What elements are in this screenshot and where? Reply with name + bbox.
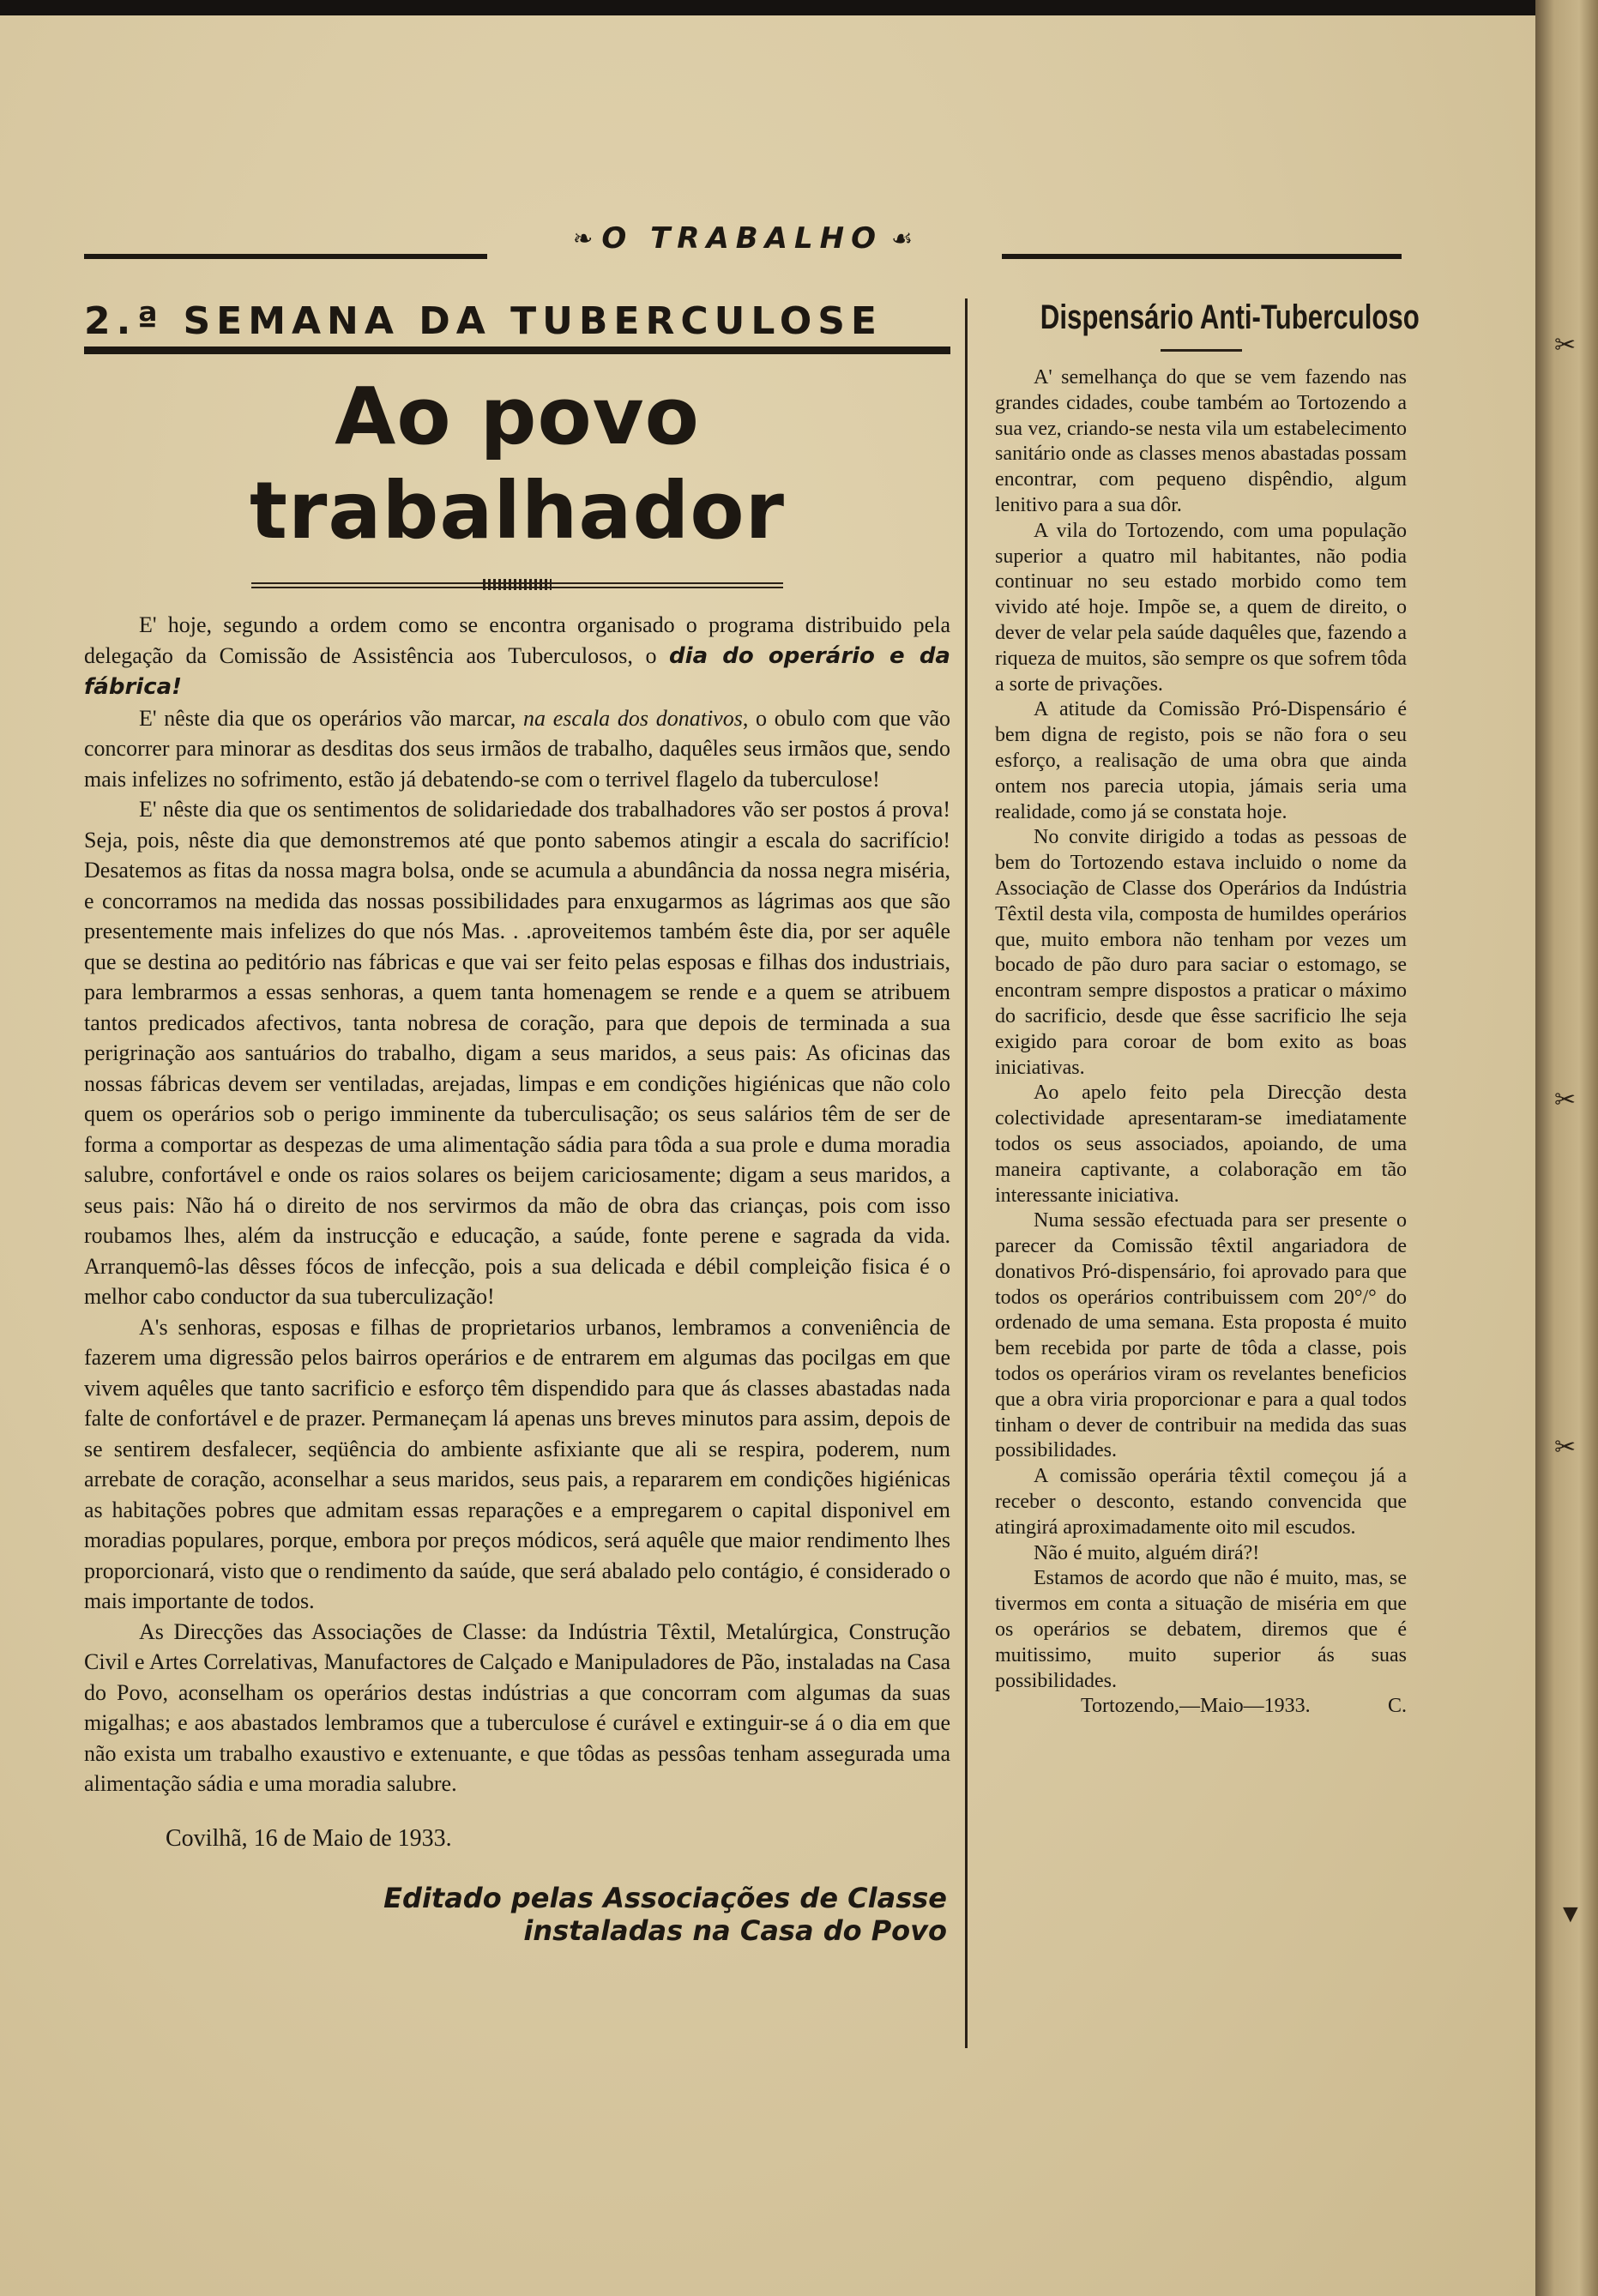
signature-line bbox=[995, 1694, 1407, 1720]
adjacent-page-edge bbox=[1535, 0, 1598, 2296]
paragraph: A atitude da Comissão Pró-Dispensário é bem digna de registo, pois se não fora o seu esforço, a realisação de uma obra que ainda ontem nos parecia utopia, jámais seria uma realidade, como já se constata hoje. bbox=[995, 698, 1407, 823]
left-column bbox=[84, 298, 950, 1947]
right-flourish-icon: ☙ bbox=[891, 224, 914, 253]
paragraph: E' nêste dia que os sentimentos de solidariedade dos trabalhadores vão ser postos á prova! Seja, pois, nêste dia que demonstremos até que ponto sabemos atingir a escala do sacrifício! Desatemos as fitas da nossa magra bolsa, onde se acumula a abundância da nossa negra miséria, e concorramos na medida das nossas possibilidades para enxugarmos as lágrimas aos que são presentemente mais infelizes do que nós Mas. . .aproveitemos também êste dia, por ser aquêle que se destina ao peditório nas fábricas e que vai ser feito pelas esposas e filhas dos industriais, para lembrarmos a essas senhoras, a quem tanta homenagem se rende e a quem se atribuem tantos predicados afectivos, tanta nobresa de coração, para que depois de terminada a sua perigrinação aos santuários do trabalho, digam a seus maridos, a seus pais: As oficinas das nossas fábricas devem ser ventiladas, arejadas, limpas e em condições higiénicas que não colo quem os operários sob o perigo imminente da tuberculisação; os seus salários têm de ser de forma a comportar as despezas de uma alimentação sádia para tôda a sua prole e duma moradia salubre, confortável e onde os raios solares os beijem cariciosamente; digam a seus maridos, a seus pais: Não há o direito de nos servirmos da mão de obra das crianças, pois com isso roubamos lhes, além da instrucção e educação, a saúde, fonte perene e sagrada da vida. Arranquemô-las dêsses fócos de infecção, pois a sua delicada e débil compleição fisica é o melhor cabo conductor da sua tuberculização! bbox=[84, 797, 950, 1309]
paragraph: A comissão operária têxtil começou já a receber o desconto, estando convencida que atingirá aproximadamente oito mil escudos. bbox=[995, 1465, 1407, 1539]
binding-mark-icon: ✂ bbox=[1554, 1433, 1577, 1461]
publisher-credit bbox=[84, 1882, 950, 1947]
paragraph: E' hoje, segundo a ordem como se encontra organisado o programa distribuido pela delegação da Comissão de Assistência aos Tuberculosos, o dia do operário e da fábrica! bbox=[84, 612, 950, 700]
emphasis: dia do operário e da fábrica! bbox=[84, 642, 950, 700]
binding-mark-icon: ▼ bbox=[1558, 1900, 1583, 1928]
paragraph: A vila do Tortozendo, com uma população superior a quatro mil habitantes, não podia continuar no seu estado morbido como tem vivido até hoje. Impõe se, a quem de direito, o dever de velar pela saúde daquêles que, fazendo a riqueza de muitos, são sempre os que sofrem tôda a sorte de privações. bbox=[995, 519, 1407, 696]
binding-mark-icon: ✂ bbox=[1554, 1086, 1577, 1114]
kicker-heading: 2.ª SEMANA DA TUBERCULOSE bbox=[84, 299, 883, 343]
publisher-line: Editado pelas Associações de Classe bbox=[383, 1881, 947, 1914]
right-article-body bbox=[995, 365, 1407, 1720]
right-column bbox=[995, 298, 1420, 1720]
binding-mark-icon: ✂ bbox=[1554, 331, 1577, 359]
left-flourish-icon: ❧ bbox=[572, 224, 594, 253]
signature-initial: C. bbox=[1387, 1695, 1407, 1718]
paragraph: A' semelhança do que se vem fazendo nas grandes cidades, coube também ao Tortozendo a sua vez, criando-se nesta vila um estabelecimento sanitário onde as classes menos abastadas possam encontrar, com pequeno dispêndio, algum lenitivo para a sua dôr. bbox=[995, 366, 1407, 516]
article-date: Covilhã, 16 de Maio de 1933. bbox=[166, 1824, 452, 1852]
right-article-title: Dispensário Anti-Tuberculoso bbox=[1040, 298, 1420, 336]
column-divider bbox=[965, 298, 968, 2048]
paragraph: A's senhoras, esposas e filhas de proprietarios urbanos, lembramos a conveniência de fazerem uma digressão pelos bairros operários e de entrarem em algumas das pocilgas em que vivem aquêles que tanto sacrificio e esforço têm dispendido para que ás classes abastadas nada falte de confortável e de prazer. Permaneçam lá apenas uns breves minutos para assim, depois de se sentirem desfalecer, seqüência do ambiente asfixiante que ali se respira, poderem, num arrebate de coração, aconselhar a seus maridos, seus pais, a repararem em condições higiénicas as habitações pobres que admitam essas reparações e a empregarem o capital disponivel em moradias populares, porque, embora por preços módicos, será aquêle que maior rendimento lhes proporcionará, visto que o rendimento da saúde, que será abalado pelo contágio, é considerado o mais importante de todos. bbox=[84, 1314, 950, 1613]
emphasis: na escala dos donativos bbox=[523, 705, 743, 731]
publication-title: O TRABALHO bbox=[601, 221, 883, 256]
heading-underline bbox=[84, 347, 950, 354]
publisher-line: instaladas na Casa do Povo bbox=[523, 1913, 947, 1947]
title-rule bbox=[1161, 349, 1242, 352]
article-body bbox=[84, 610, 950, 1799]
masthead bbox=[84, 221, 1402, 262]
paragraph: E' nêste dia que os operários vão marcar, na escala dos donativos, o obulo com que vão concorrer para minorar as desditas dos seus irmãos de trabalho, daquêles seus irmãos que, sendo mais infelizes no sofrimento, estão já debatendo-se com o terrivel flagelo da tuberculose! bbox=[84, 705, 950, 792]
headline: Ao povo trabalhador bbox=[250, 371, 785, 557]
paragraph: As Direcções das Associações de Classe: da Indústria Têxtil, Metalúrgica, Construção Civil e Artes Correlativas, Manufactores de Calçado e Manipuladores de Pão, instaladas na Casa do Povo, aconselham os operários destas indústrias a que concorram com algumas da suas migalhas; e aos abastados lembramos que a tuberculose é curável e extinguir-se á o dia em que não exista um trabalho exaustivo e extenuante, e que tôdas as pessôas tenham assegurada uma alimentação sádia e uma moradia salubre. bbox=[84, 1618, 950, 1796]
newspaper-page bbox=[0, 15, 1535, 2296]
signature-place-date: Tortozendo,—Maio—1933. bbox=[1081, 1695, 1311, 1718]
paragraph: Não é muito, alguém dirá?! bbox=[1034, 1541, 1260, 1564]
paragraph: Numa sessão efectuada para ser presente o parecer da Comissão têxtil angariadora de donativos Pró-dispensário, foi aprovado para que todos os operários contribuissem com 20°/° do ordenado de uma semana. Esta proposta é muito bem recebida por parte de tôda a classe, pois todos os operários viram os revelantes beneficios que a obra viria proporcionar e para a qual todos tinham o dever de contribuir na medida das suas possibilidades. bbox=[995, 1209, 1407, 1462]
paragraph: No convite dirigido a todas as pessoas de bem do Tortozendo estava incluido o nome da Associação de Classe dos Operários da Indústria Têxtil desta vila, composta de humildes operários que, muito embora não tenham por vezes um bocado de pão duro para saciar o estomago, se encontram sempre dispostos a praticar o máximo do sacrificio, desde que êsse sacrificio lhe seja exigido para coroar de bom exito as boas iniciativas. bbox=[995, 826, 1407, 1079]
paragraph: Ao apelo feito pela Direcção desta colectividade apresentaram-se imediatamente todos os seus associados, apoiando, de uma maneira captivante, a colaboração em tão interessante iniciativa. bbox=[995, 1082, 1407, 1207]
ornamental-rule bbox=[251, 577, 783, 594]
paragraph: Estamos de acordo que não é muito, mas, se tivermos em conta a situação de miséria em que os operários se debatem, diremos que é muitissimo, muito superior ás suas possibilidades. bbox=[995, 1567, 1407, 1692]
